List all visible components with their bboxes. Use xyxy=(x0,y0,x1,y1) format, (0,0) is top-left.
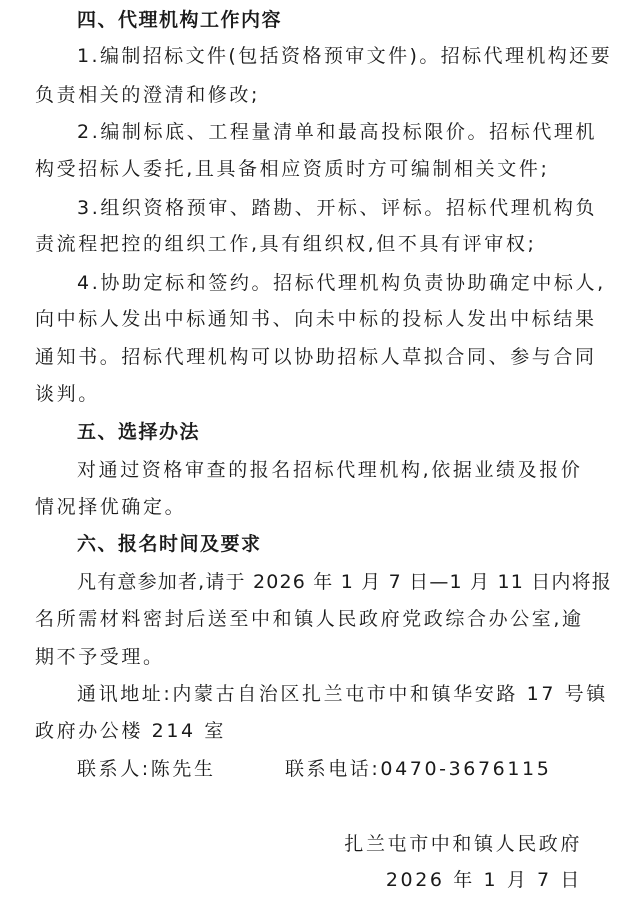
paragraph-line: 1.编制招标文件(包括资格预审文件)。招标代理机构还要 xyxy=(77,45,612,67)
paragraph-line: 期不予受理。 xyxy=(35,646,165,668)
paragraph-line: 通知书。招标代理机构可以协助招标人草拟合同、参与合同 xyxy=(35,346,597,368)
signature-org: 扎兰屯市中和镇人民政府 xyxy=(344,833,582,855)
address-line: 通讯地址:内蒙古自治区扎兰屯市中和镇华安路 17 号镇 xyxy=(77,683,608,705)
contact-person: 联系人:陈先生 xyxy=(77,758,216,780)
paragraph-line: 构受招标人委托,且具备相应资质时方可编制相关文件; xyxy=(35,158,550,180)
paragraph-line: 情况择优确定。 xyxy=(35,496,187,518)
paragraph-line: 责流程把控的组织工作,具有组织权,但不具有评审权; xyxy=(35,233,537,255)
paragraph-line: 3.组织资格预审、踏勘、开标、评标。招标代理机构负 xyxy=(77,197,598,219)
paragraph-line: 谈判。 xyxy=(35,383,100,405)
paragraph-line: 凡有意参加者,请于 2026 年 1 月 7 日—1 月 11 日内将报 xyxy=(77,571,612,593)
address-line: 政府办公楼 214 室 xyxy=(35,720,226,742)
signature-date: 2026 年 1 月 7 日 xyxy=(385,869,582,891)
paragraph-line: 向中标人发出中标通知书、向未中标的投标人发出中标结果 xyxy=(35,308,597,330)
paragraph-line: 对通过资格审查的报名招标代理机构,依据业绩及报价 xyxy=(77,459,583,481)
paragraph-line: 名所需材料密封后送至中和镇人民政府党政综合办公室,逾 xyxy=(35,608,584,630)
paragraph-line: 2.编制标底、工程量清单和最高投标限价。招标代理机 xyxy=(77,121,598,143)
section-heading-4: 四、代理机构工作内容 xyxy=(77,9,283,31)
section-heading-6: 六、报名时间及要求 xyxy=(77,533,262,555)
contact-phone: 联系电话:0470-3676115 xyxy=(285,758,552,780)
paragraph-line: 负责相关的澄清和修改; xyxy=(35,84,261,106)
section-heading-5: 五、选择办法 xyxy=(77,421,201,443)
paragraph-line: 4.协助定标和签约。招标代理机构负责协助确定中标人, xyxy=(77,272,606,294)
